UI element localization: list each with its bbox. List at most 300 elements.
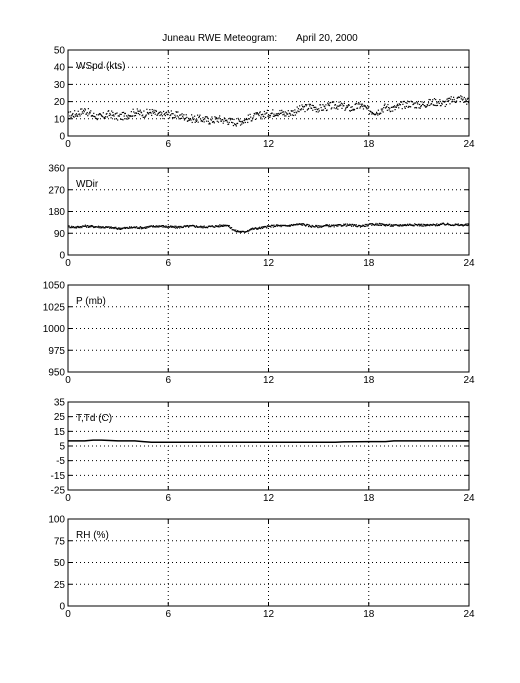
wdir-data-point: [390, 225, 391, 226]
wspd-data-point: [247, 119, 248, 120]
wdir-data-point: [156, 225, 157, 226]
wdir-data-point: [334, 226, 335, 227]
wspd-data-point: [423, 104, 424, 105]
wspd-data-point: [153, 110, 154, 111]
wspd-data-point: [383, 111, 384, 112]
rh-ytick-label: 0: [59, 601, 65, 613]
wspd-data-point: [252, 117, 253, 118]
wspd-data-point: [167, 114, 168, 115]
wspd-data-point: [365, 105, 366, 106]
wspd-data-point: [389, 108, 390, 109]
temperature-ytick-label: 25: [53, 412, 65, 424]
wspd-data-point: [448, 100, 449, 101]
wspd-data-point: [111, 110, 112, 111]
wspd-data-point: [281, 113, 282, 114]
wspd-data-point: [104, 118, 105, 119]
temperature-ytick-label: 15: [53, 426, 65, 438]
wdir-data-point: [176, 226, 177, 227]
wdir-data-point: [81, 227, 82, 228]
wspd-data-point: [96, 114, 97, 115]
wdir-data-point: [174, 226, 175, 227]
wdir-data-point: [98, 226, 99, 227]
wdir-data-point: [400, 224, 401, 225]
wdir-xtick-label: 0: [65, 258, 71, 269]
wspd-data-point: [85, 109, 86, 110]
wspd-data-point: [341, 108, 342, 109]
wspd-data-point: [238, 118, 239, 119]
wdir-data-point: [128, 228, 129, 229]
wspd-data-point: [121, 119, 122, 120]
wspd-data-point: [177, 111, 178, 112]
wspd-data-point: [434, 105, 435, 106]
wspd-data-point: [183, 114, 184, 115]
wspd-data-point: [344, 110, 345, 111]
rh-panel-label: RH (%): [76, 530, 109, 541]
wspd-data-point: [231, 122, 232, 123]
wspd-data-point: [421, 101, 422, 102]
wspd-data-point: [356, 103, 357, 104]
wspd-data-point: [461, 98, 462, 99]
temperature-ytick-label: 35: [53, 397, 65, 409]
wspd-data-point: [242, 121, 243, 122]
wspd-data-point: [232, 122, 233, 123]
wspd-data-point: [452, 99, 453, 100]
wspd-data-point: [224, 118, 225, 119]
wspd-data-point: [174, 115, 175, 116]
wspd-data-point: [199, 116, 200, 117]
wspd-data-point: [84, 108, 85, 109]
wspd-data-point: [418, 101, 419, 102]
wspd-xtick-label: 0: [65, 139, 71, 150]
wspd-data-point: [309, 104, 310, 105]
wdir-data-point: [321, 225, 322, 226]
wspd-data-point: [420, 108, 421, 109]
wspd-data-point: [172, 117, 173, 118]
wspd-data-point: [284, 114, 285, 115]
wspd-data-point: [121, 114, 122, 115]
wspd-data-point: [369, 113, 370, 114]
wspd-data-point: [159, 112, 160, 113]
wspd-data-point: [219, 115, 220, 116]
wspd-data-point: [88, 108, 89, 109]
wspd-data-point: [405, 108, 406, 109]
wspd-data-point: [241, 123, 242, 124]
wspd-data-point: [151, 115, 152, 116]
wspd-data-point: [93, 113, 94, 114]
wspd-data-point: [250, 114, 251, 115]
wspd-data-point: [161, 114, 162, 115]
wspd-data-point: [430, 99, 431, 100]
wspd-data-point: [315, 107, 316, 108]
wspd-data-point: [178, 116, 179, 117]
wdir-data-point: [306, 225, 307, 226]
wspd-data-point: [206, 121, 207, 122]
wspd-data-point: [200, 118, 201, 119]
wspd-data-point: [429, 99, 430, 100]
wdir-data-point: [152, 226, 153, 227]
wspd-data-point: [455, 102, 456, 103]
wdir-xtick-label: 6: [165, 258, 172, 269]
wdir-data-point: [218, 226, 219, 227]
wspd-data-point: [157, 114, 158, 115]
wspd-data-point: [416, 107, 417, 108]
wspd-data-point: [188, 118, 189, 119]
wdir-data-point: [259, 227, 260, 228]
wspd-data-point: [190, 120, 191, 121]
wspd-data-point: [250, 117, 251, 118]
wspd-data-point: [178, 118, 179, 119]
wspd-data-point: [375, 113, 376, 114]
wspd-data-point: [438, 101, 439, 102]
wspd-data-point: [450, 99, 451, 100]
wdir-data-point: [223, 224, 224, 225]
wspd-data-point: [168, 112, 169, 113]
wdir-data-point: [418, 224, 419, 225]
wdir-data-point: [178, 226, 179, 227]
wdir-data-point: [231, 227, 232, 228]
wspd-data-point: [440, 105, 441, 106]
rh-xtick-label: 0: [65, 609, 71, 620]
wspd-data-point: [368, 107, 369, 108]
wspd-data-point: [207, 116, 208, 117]
wspd-data-point: [410, 106, 411, 107]
wdir-data-point: [165, 225, 166, 226]
wdir-data-point: [69, 226, 70, 227]
wdir-data-point: [202, 226, 203, 227]
wspd-data-point: [347, 107, 348, 108]
wspd-data-point: [464, 97, 465, 98]
wdir-ytick-label: 360: [48, 163, 65, 175]
wspd-data-point: [328, 103, 329, 104]
wspd-data-point: [165, 115, 166, 116]
wspd-data-point: [350, 111, 351, 112]
wspd-data-point: [270, 115, 271, 116]
wspd-data-point: [276, 113, 277, 114]
wspd-data-point: [294, 109, 295, 110]
wspd-data-point: [260, 111, 261, 112]
wspd-data-point: [277, 113, 278, 114]
wspd-data-point: [229, 118, 230, 119]
wspd-data-point: [149, 109, 150, 110]
wdir-data-point: [162, 225, 163, 226]
wspd-data-point: [237, 123, 238, 124]
wdir-data-point: [175, 227, 176, 228]
wdir-data-point: [375, 223, 376, 224]
wspd-data-point: [190, 118, 191, 119]
wspd-data-point: [459, 97, 460, 98]
wspd-data-point: [134, 113, 135, 114]
wspd-data-point: [112, 112, 113, 113]
wspd-data-point: [273, 114, 274, 115]
wdir-data-point: [158, 225, 159, 226]
wdir-data-point: [399, 225, 400, 226]
wspd-data-point: [268, 116, 269, 117]
wspd-data-point: [115, 113, 116, 114]
wdir-data-point: [350, 225, 351, 226]
wspd-data-point: [269, 115, 270, 116]
wdir-data-point: [204, 225, 205, 226]
wdir-data-point: [200, 226, 201, 227]
wspd-data-point: [301, 108, 302, 109]
wspd-data-point: [338, 102, 339, 103]
wspd-data-point: [264, 111, 265, 112]
wdir-data-point: [115, 227, 116, 228]
wspd-data-point: [244, 119, 245, 120]
wdir-data-point: [468, 225, 469, 226]
wspd-data-point: [316, 111, 317, 112]
wspd-data-point: [159, 115, 160, 116]
wspd-data-point: [381, 110, 382, 111]
wspd-data-point: [261, 118, 262, 119]
wspd-data-point: [139, 114, 140, 115]
wspd-data-point: [398, 107, 399, 108]
wspd-data-point: [311, 108, 312, 109]
wspd-data-point: [359, 103, 360, 104]
temperature-ytick-label: -25: [50, 485, 65, 497]
wdir-data-point: [308, 226, 309, 227]
wspd-data-point: [397, 104, 398, 105]
wspd-data-point: [322, 104, 323, 105]
wspd-data-point: [278, 115, 279, 116]
wspd-data-point: [387, 104, 388, 105]
wdir-data-point: [378, 225, 379, 226]
wdir-data-point: [311, 227, 312, 228]
wspd-data-point: [156, 111, 157, 112]
wspd-data-point: [351, 110, 352, 111]
wspd-data-point: [102, 116, 103, 117]
wdir-data-point: [466, 225, 467, 226]
wdir-data-point: [144, 227, 145, 228]
wspd-data-point: [263, 116, 264, 117]
wspd-data-point: [352, 106, 353, 107]
wspd-data-point: [83, 110, 84, 111]
wspd-data-point: [419, 104, 420, 105]
wspd-data-point: [454, 99, 455, 100]
wdir-data-point: [260, 228, 261, 229]
wspd-data-point: [275, 115, 276, 116]
wspd-data-point: [194, 116, 195, 117]
wspd-data-point: [162, 118, 163, 119]
wspd-data-point: [340, 105, 341, 106]
wspd-data-point: [247, 122, 248, 123]
wspd-data-point: [273, 116, 274, 117]
wdir-data-point: [454, 225, 455, 226]
wdir-data-point: [466, 223, 467, 224]
wdir-data-point: [340, 224, 341, 225]
wspd-data-point: [205, 116, 206, 117]
wspd-data-point: [128, 118, 129, 119]
wdir-data-point: [90, 226, 91, 227]
wspd-data-point: [402, 108, 403, 109]
wspd-data-point: [138, 113, 139, 114]
wspd-data-point: [69, 115, 70, 116]
temperature-ytick-label: 5: [59, 441, 65, 453]
wdir-data-point: [368, 225, 369, 226]
wspd-data-point: [210, 123, 211, 124]
wspd-data-point: [338, 106, 339, 107]
wspd-data-point: [109, 115, 110, 116]
wspd-data-point: [287, 113, 288, 114]
wspd-data-point: [360, 104, 361, 105]
wspd-data-point: [229, 122, 230, 123]
wspd-data-point: [381, 109, 382, 110]
wspd-data-point: [304, 106, 305, 107]
wdir-data-point: [266, 227, 267, 228]
wspd-data-point: [318, 111, 319, 112]
wspd-data-point: [211, 116, 212, 117]
temperature-ytick-label: -5: [56, 456, 65, 468]
wspd-data-point: [90, 110, 91, 111]
wdir-data-point: [402, 224, 403, 225]
wspd-data-point: [186, 114, 187, 115]
wdir-data-point: [360, 227, 361, 228]
wspd-data-point: [330, 102, 331, 103]
wspd-data-point: [393, 107, 394, 108]
wdir-data-point: [458, 223, 459, 224]
wdir-data-point: [319, 226, 320, 227]
wdir-data-point: [273, 226, 274, 227]
wspd-data-point: [96, 118, 97, 119]
wdir-data-point: [328, 226, 329, 227]
wspd-data-point: [208, 121, 209, 122]
wspd-data-point: [197, 115, 198, 116]
wspd-data-point: [368, 106, 369, 107]
wspd-data-point: [214, 116, 215, 117]
wdir-data-point: [71, 226, 72, 227]
wspd-data-point: [361, 105, 362, 106]
wspd-data-point: [160, 111, 161, 112]
pressure-xtick-label: 12: [262, 375, 275, 386]
wspd-data-point: [123, 112, 124, 113]
pressure-xtick-label: 24: [463, 375, 475, 386]
wspd-data-point: [383, 107, 384, 108]
pressure-ytick-label: 1025: [42, 302, 65, 314]
wspd-data-point: [70, 111, 71, 112]
wspd-data-point: [226, 120, 227, 121]
pressure-panel-label: P (mb): [76, 296, 106, 307]
wspd-data-point: [401, 101, 402, 102]
wdir-data-point: [371, 223, 372, 224]
wspd-xtick-label: 24: [463, 139, 475, 150]
wspd-data-point: [152, 109, 153, 110]
wspd-data-point: [97, 118, 98, 119]
wspd-data-point: [107, 116, 108, 117]
wdir-data-point: [315, 226, 316, 227]
wdir-data-point: [146, 226, 147, 227]
wdir-data-point: [177, 228, 178, 229]
wspd-data-point: [223, 121, 224, 122]
wdir-data-point: [104, 227, 105, 228]
wdir-data-point: [356, 224, 357, 225]
wspd-ytick-label: 20: [53, 97, 65, 109]
temperature-panel-label: T,Td (C): [76, 413, 113, 424]
wspd-data-point: [324, 106, 325, 107]
wspd-data-point: [68, 111, 69, 112]
wdir-data-point: [307, 224, 308, 225]
wspd-data-point: [442, 104, 443, 105]
wspd-data-point: [153, 113, 154, 114]
wspd-data-point: [126, 115, 127, 116]
wspd-data-point: [426, 106, 427, 107]
wspd-data-point: [166, 112, 167, 113]
wspd-data-point: [350, 107, 351, 108]
wspd-data-point: [243, 122, 244, 123]
wdir-data-point: [377, 224, 378, 225]
wdir-data-point: [383, 224, 384, 225]
wdir-data-point: [381, 225, 382, 226]
wspd-data-point: [71, 115, 72, 116]
wspd-data-point: [387, 110, 388, 111]
wspd-ytick-label: 10: [53, 114, 65, 126]
wspd-data-point: [116, 112, 117, 113]
wspd-data-point: [82, 111, 83, 112]
wspd-data-point: [390, 111, 391, 112]
wdir-data-point: [120, 229, 121, 230]
wspd-data-point: [140, 110, 141, 111]
wdir-data-point: [174, 227, 175, 228]
wspd-data-point: [169, 117, 170, 118]
wspd-data-point: [175, 116, 176, 117]
wdir-data-point: [389, 224, 390, 225]
wdir-ytick-label: 90: [53, 228, 65, 240]
wdir-data-point: [261, 226, 262, 227]
wspd-data-point: [181, 118, 182, 119]
wspd-data-point: [326, 109, 327, 110]
wdir-data-point: [141, 228, 142, 229]
wdir-data-point: [214, 227, 215, 228]
wspd-data-point: [246, 118, 247, 119]
wspd-data-point: [283, 111, 284, 112]
wdir-data-point: [201, 227, 202, 228]
wspd-data-point: [318, 108, 319, 109]
rh-xtick-label: 6: [165, 609, 172, 620]
wdir-data-point: [359, 225, 360, 226]
wspd-data-point: [346, 107, 347, 108]
wspd-data-point: [312, 105, 313, 106]
wspd-data-point: [137, 108, 138, 109]
wspd-data-point: [362, 104, 363, 105]
wspd-data-point: [345, 108, 346, 109]
wspd-data-point: [285, 111, 286, 112]
wspd-data-point: [308, 108, 309, 109]
wdir-data-point: [270, 227, 271, 228]
wdir-data-point: [87, 225, 88, 226]
wdir-data-point: [136, 226, 137, 227]
wspd-data-point: [264, 114, 265, 115]
wspd-data-point: [75, 116, 76, 117]
wdir-data-point: [273, 225, 274, 226]
wspd-data-point: [412, 101, 413, 102]
wspd-data-point: [336, 107, 337, 108]
wspd-data-point: [446, 99, 447, 100]
wspd-xtick-label: 12: [262, 139, 275, 150]
wspd-data-point: [90, 112, 91, 113]
wdir-data-point: [337, 224, 338, 225]
wspd-data-point: [421, 105, 422, 106]
wspd-data-point: [266, 112, 267, 113]
wspd-data-point: [109, 113, 110, 114]
wspd-data-point: [292, 110, 293, 111]
wspd-data-point: [255, 119, 256, 120]
wspd-data-point: [142, 114, 143, 115]
wdir-data-point: [366, 224, 367, 225]
wdir-data-point: [70, 227, 71, 228]
wspd-data-point: [302, 106, 303, 107]
wspd-data-point: [179, 115, 180, 116]
wspd-data-point: [427, 105, 428, 106]
wspd-data-point: [124, 115, 125, 116]
wdir-data-point: [187, 225, 188, 226]
